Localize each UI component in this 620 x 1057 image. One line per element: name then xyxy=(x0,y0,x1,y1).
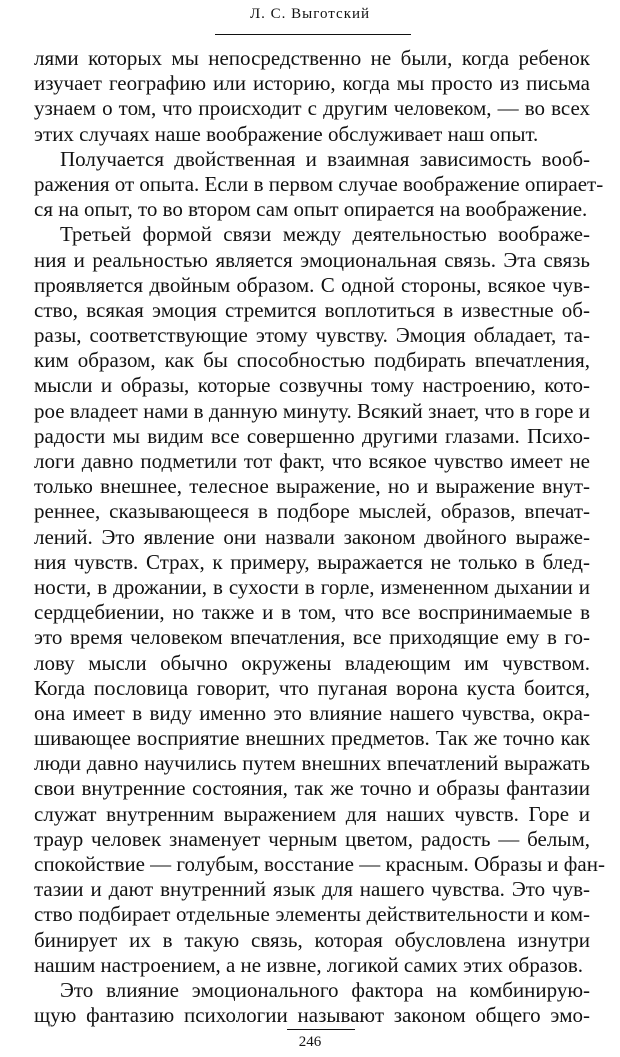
text-line: ким образом, как бы способностью подбирать впечатления, xyxy=(34,348,590,373)
text-line: Третьей формой связи между деятельностью воображе- xyxy=(60,222,590,247)
text-line: изучает географию или историю, когда мы просто из письма xyxy=(34,71,590,96)
text-line: Когда пословица говорит, что пуганая ворона куста боится, xyxy=(34,675,590,700)
text-line: щую фантазию психологии называют законом общего эмо- xyxy=(34,1003,590,1028)
text-line: ражения от опыта. Если в первом случае воображение опирает- xyxy=(34,171,604,196)
header-rule xyxy=(215,34,411,35)
text-line: лову мысли обычно окружены владеющим им чувством. xyxy=(34,650,590,675)
text-line: траур человек знаменует черным цветом, радость — белым, xyxy=(34,826,590,851)
text-line: реннее, сказывающееся в подборе мыслей, образов, впечат- xyxy=(34,499,590,524)
text-line: ности, в дрожании, в сухости в горле, измененном дыхании и xyxy=(34,574,590,599)
text-line: ния чувств. Страх, к примеру, выражается не только в блед- xyxy=(34,549,590,574)
running-head: Л. С. Выготский xyxy=(249,6,371,22)
body-text xyxy=(34,46,605,1028)
text-line: только внешнее, телесное выражение, но и выражение внут- xyxy=(34,474,590,499)
paragraph xyxy=(34,146,604,223)
text-line: бинирует их в такую связь, которая обусловлена изнутри xyxy=(34,927,590,952)
text-line: ство подбирает отдельные элементы действительности и ком- xyxy=(34,902,590,927)
text-line: логи давно подметили тот факт, что всякое чувство имеет не xyxy=(34,449,590,473)
text-line: ство, всякая эмоция стремится воплотиться в известные об- xyxy=(34,297,590,322)
page-number: 246 xyxy=(298,1034,322,1050)
text-line: спокойствие — голубым, восстание — красным. Образы и фан- xyxy=(34,852,605,876)
text-line: узнаем о том, что происходит с другим человеком, — во всех xyxy=(34,96,590,121)
text-line: мысли и образы, которые созвучны тому настроению, кото- xyxy=(34,373,590,398)
text-line: это время человеком впечатления, все приходящие ему в го- xyxy=(34,625,590,650)
text-line: Это влияние эмоционального фактора на комбинирую- xyxy=(60,977,590,1002)
text-line: ся на опыт, то во втором сам опыт опирается на воображение. xyxy=(34,197,588,222)
text-line: нашим настроением, а не извне, логикой самих этих образов. xyxy=(34,952,584,977)
text-line: разы, соответствующие этому чувству. Эмоция обладает, та- xyxy=(34,323,590,348)
text-line: радости мы видим все совершенно другими глазами. Психо- xyxy=(34,423,590,448)
text-line: ния и реальностью является эмоциональная связь. Эта связь xyxy=(34,247,590,272)
text-line: проявляется двойным образом. С одной стороны, всякое чув- xyxy=(34,272,590,297)
text-line: она имеет в виду именно это влияние нашего чувства, окра- xyxy=(34,700,590,725)
text-line: Получается двойственная и взаимная зависимость вооб- xyxy=(60,146,590,171)
text-line: тазии и дают внутренний язык для нашего чувства. Это чув- xyxy=(34,877,590,902)
text-line: люди давно научились путем внешних впечатлений выражать xyxy=(34,751,590,776)
paragraph xyxy=(34,222,605,978)
paragraph xyxy=(34,46,590,147)
text-line: лений. Это явление они назвали законом двойного выраже- xyxy=(34,524,590,549)
text-line: лями которых мы непосредственно не были, когда ребенок xyxy=(34,46,590,70)
footer-rule xyxy=(287,1029,355,1030)
paragraph xyxy=(34,978,590,1028)
text-line: рое владеет нами в данную минуту. Всякий знает, что в горе и xyxy=(34,398,590,423)
text-line: сердцебиении, но также и в том, что все воспринимаемые в xyxy=(34,600,590,625)
text-line: служат внутренним выражением для наших чувств. Горе и xyxy=(34,801,590,826)
text-line: шивающее восприятие внешних предметов. Так же точно как xyxy=(34,726,590,751)
text-line: этих случаях наше воображение обслуживает наш опыт. xyxy=(34,121,539,146)
text-line: свои внутренние состояния, так же точно и образы фантазии xyxy=(34,776,590,801)
